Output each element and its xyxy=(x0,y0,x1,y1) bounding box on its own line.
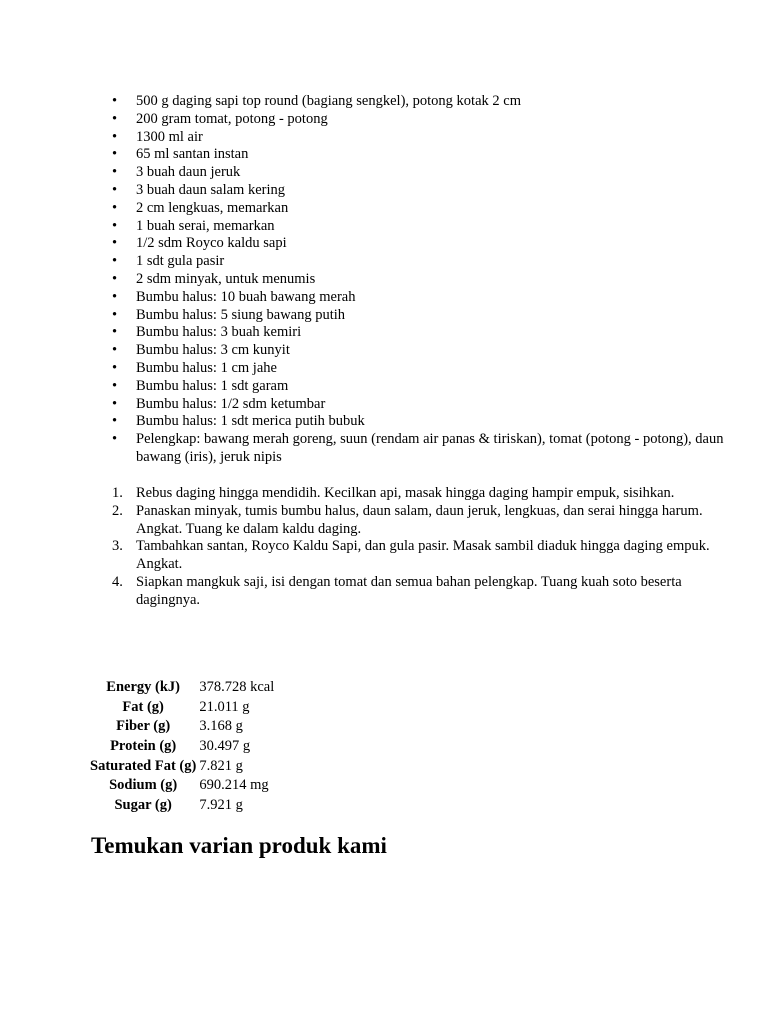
ingredient-item: • Bumbu halus: 1 sdt garam xyxy=(136,378,726,396)
step-item: Panaskan minyak, tumis bumbu halus, daun salam, daun jeruk, lengkuas, dan serai hingga harum. Angkat. Tuang ke dalam kaldu daging. xyxy=(136,502,703,537)
nutrition-value: 21.011 g xyxy=(199,698,250,715)
nutrition-value: 690.214 mg xyxy=(199,777,269,794)
table-row xyxy=(90,678,274,698)
ingredient-item: • 1/2 sdm Royco kaldu sapi xyxy=(136,235,726,253)
ingredient-item: • 3 buah daun jeruk xyxy=(136,164,726,182)
nutrition-label: Sugar (g) xyxy=(114,797,172,814)
nutrition-value: 378.728 kcal xyxy=(199,678,275,695)
ingredients-list xyxy=(91,93,726,467)
ingredient-item: • 2 cm lengkuas, memarkan xyxy=(136,200,726,218)
table-row xyxy=(90,776,274,796)
ingredient-item: • Bumbu halus: 3 cm kunyit xyxy=(136,342,726,360)
ingredient-item: • Pelengkap: bawang merah goreng, suun (rendam air panas & tiriskan), tomat (potong - potong), daun bawang (iris), jeruk nipis xyxy=(136,431,726,467)
table-row xyxy=(90,717,274,737)
ingredient-item: • Bumbu halus: 5 siung bawang putih xyxy=(136,307,726,325)
step-item: Tambahkan santan, Royco Kaldu Sapi, dan gula pasir. Masak sambil diaduk hingga daging empuk. Angkat. xyxy=(136,538,710,573)
ingredient-item: • 500 g daging sapi top round (bagiang sengkel), potong kotak 2 cm xyxy=(136,93,726,111)
table-row xyxy=(90,796,274,816)
table-row xyxy=(90,737,274,757)
nutrition-value: 3.168 g xyxy=(199,718,243,735)
ingredient-item: • Bumbu halus: 1 cm jahe xyxy=(136,360,726,378)
nutrition-label: Energy (kJ) xyxy=(106,678,181,695)
nutrition-value: 7.921 g xyxy=(199,797,243,814)
nutrition-label: Saturated Fat (g) xyxy=(90,757,197,774)
step-item: Siapkan mangkuk saji, isi dengan tomat dan semua bahan pelengkap. Tuang kuah soto beserta dagingnya. xyxy=(136,573,682,608)
ingredient-item: • 1 buah serai, memarkan xyxy=(136,218,726,236)
nutrition-value: 30.497 g xyxy=(199,738,251,754)
ingredient-item: • 65 ml santan instan xyxy=(136,146,726,164)
steps-list xyxy=(91,485,726,610)
ingredient-item: • Bumbu halus: 1/2 sdm ketumbar xyxy=(136,396,726,414)
nutrition-table xyxy=(90,678,274,816)
ingredient-item: • 2 sdm minyak, untuk menumis xyxy=(136,271,726,289)
ingredient-item: • 3 buah daun salam kering xyxy=(136,182,726,200)
nutrition-value: 7.821 g xyxy=(199,757,243,774)
ingredient-item: • 1 sdt gula pasir xyxy=(136,253,726,271)
nutrition-label: Sodium (g) xyxy=(109,777,178,794)
ingredient-item: • 200 gram tomat, potong - potong xyxy=(136,111,726,129)
ingredient-item: • Bumbu halus: 3 buah kemiri xyxy=(136,324,726,342)
ingredient-item: • Bumbu halus: 1 sdt merica putih bubuk xyxy=(136,413,726,431)
step-item: Rebus daging hingga mendidih. Kecilkan api, masak hingga daging hampir empuk, sisihkan. xyxy=(136,485,675,501)
ingredient-item: • Bumbu halus: 10 buah bawang merah xyxy=(136,289,726,307)
ingredient-item: • 1300 ml air xyxy=(136,129,726,147)
section-heading: Temukan varian produk kami xyxy=(91,833,387,858)
nutrition-label: Fat (g) xyxy=(122,698,164,715)
nutrition-label: Fiber (g) xyxy=(116,718,171,735)
nutrition-label: Protein (g) xyxy=(110,738,177,754)
table-row xyxy=(90,757,274,777)
table-row xyxy=(90,698,274,718)
